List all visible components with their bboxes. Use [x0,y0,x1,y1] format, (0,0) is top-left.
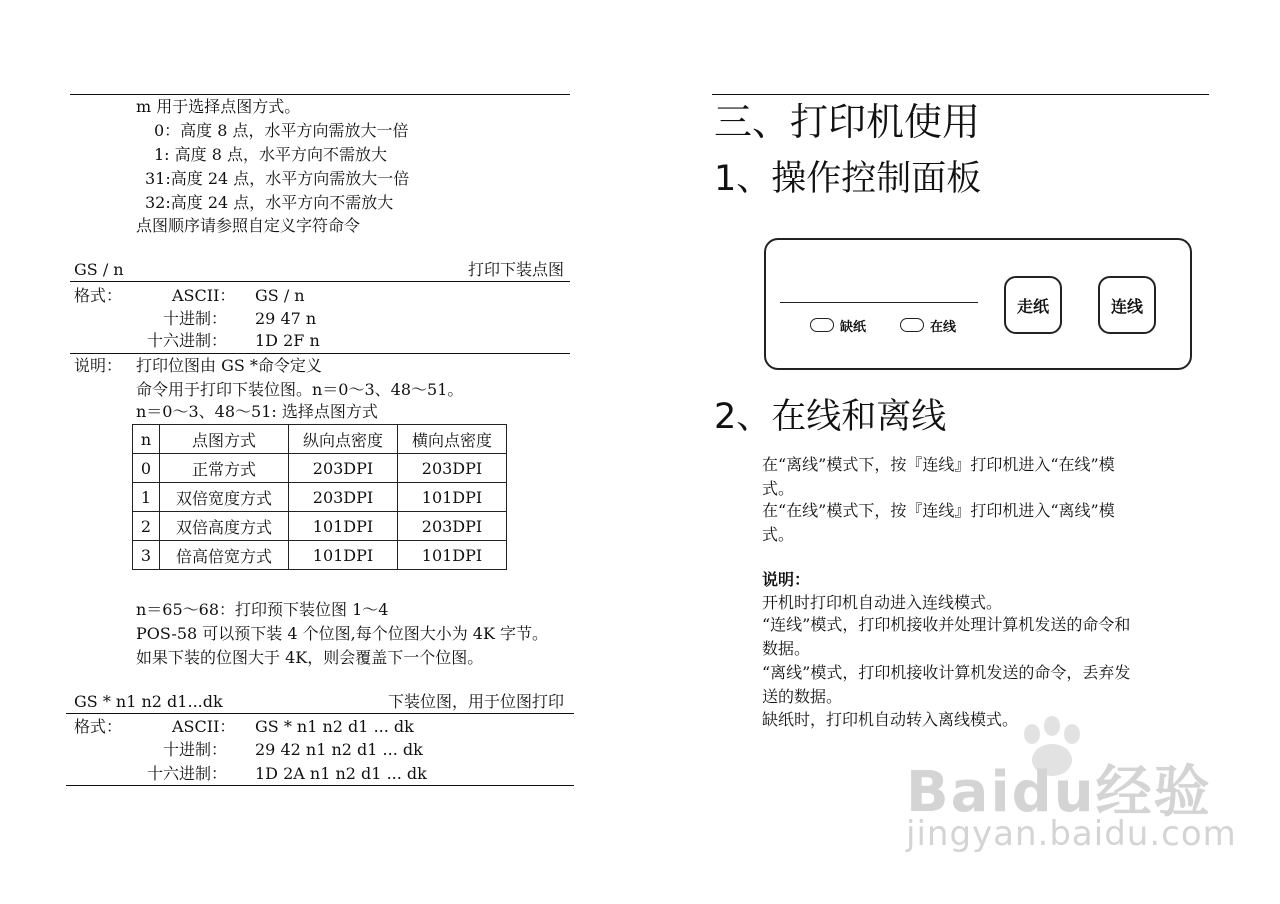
table-cell: 203DPI [398,454,507,483]
cmd1-desc-1: 打印位图由 GS *命令定义 [136,356,322,375]
cmd1-hex-label: 十六进制： [147,331,228,350]
after-table-line-1: n＝65～68：打印预下装位图 1～4 [136,600,389,619]
watermark-url: jingyan.baidu.com [906,814,1237,854]
table-cell: 101DPI [398,541,507,570]
top-rule-left [70,94,570,95]
note-label: 说明： [762,570,811,589]
table-cell: 3 [133,541,160,570]
top-rule-right [712,94,1209,95]
note-2-line-1: “连线”模式，打印机接收并处理计算机发送的命令和 [762,615,1131,634]
intro-line-4: 31:高度 24 点，水平方向需放大一倍 [145,169,410,188]
note-2-line-2: 数据。 [762,639,811,658]
section2-title: 2、在线和离线 [714,397,947,437]
table-row [133,541,507,570]
section1-title: 1、操作控制面板 [714,159,982,199]
cmd1-title: 打印下装点图 [467,260,564,279]
para1-line-2: 式。 [762,479,795,498]
cmd2-hex-value: 1D 2A n1 n2 d1 ... dk [255,764,427,783]
online-button: 连线 [1098,276,1156,334]
table-header-row [133,425,507,454]
table-row [133,483,507,512]
table-cell: 101DPI [398,483,507,512]
intro-line-5: 32:高度 24 点，水平方向不需放大 [145,193,394,212]
table-cell: 203DPI [289,483,398,512]
cmd2-format-label: 格式： [74,717,123,736]
table-cell: 203DPI [398,512,507,541]
cmd1-ascii-value: GS / n [255,286,305,305]
cmd1-hex-value: 1D 2F n [255,331,320,350]
note-4: 缺纸时，打印机自动转入离线模式。 [762,710,1019,729]
cmd1-rule-bottom [70,353,570,354]
control-panel-diagram [764,238,1192,370]
intro-line-6: 点图顺序请参照自定义字符命令 [136,216,361,235]
paper-out-led-label: 缺纸 [840,320,867,335]
cmd2-dec-label: 十进制： [163,740,228,759]
cmd2-hex-label: 十六进制： [147,764,228,783]
cmd1-desc-3: n＝0～3、48～51: 选择点图方式 [136,402,378,421]
bitmap-mode-table [132,424,507,570]
para2-line-1: 在“在线”模式下，按『连线』打印机进入“离线”模 [762,501,1115,520]
table-cell: 203DPI [289,454,398,483]
cmd1-format-label: 格式： [74,286,123,305]
watermark-logo: Baidu经验 [906,760,1212,825]
table-header-cell: 横向点密度 [398,425,507,454]
paper-out-led-icon [810,318,834,332]
cmd1-dec-label: 十进制： [163,309,228,328]
cmd2-rule-top [66,713,574,714]
note-3-line-1: “离线”模式，打印机接收计算机发送的命令，丢弃发 [762,663,1131,682]
intro-line-3: 1: 高度 8 点，水平方向不需放大 [154,145,388,164]
after-table-line-3: 如果下装的位图大于 4K，则会覆盖下一个位图。 [136,648,484,667]
after-table-line-2: POS-58 可以预下装 4 个位图,每个位图大小为 4K 字节。 [136,624,549,643]
panel-divider-line [780,302,978,303]
cmd1-name: GS / n [74,260,124,279]
table-header-cell: 纵向点密度 [289,425,398,454]
table-cell: 0 [133,454,160,483]
cmd1-ascii-label: ASCII： [172,286,236,305]
cmd2-dec-value: 29 42 n1 n2 d1 ... dk [255,740,423,759]
cmd2-ascii-label: ASCII： [172,717,236,736]
table-cell: 双倍宽度方式 [160,483,289,512]
cmd1-rule-top [70,281,570,282]
cmd1-desc-label: 说明： [74,356,123,375]
cmd2-rule-bottom [66,785,574,786]
online-led-label: 在线 [930,320,957,335]
feed-button: 走纸 [1004,276,1062,334]
table-row [133,454,507,483]
note-1: 开机时打印机自动进入连线模式。 [762,593,1003,612]
table-cell: 倍高倍宽方式 [160,541,289,570]
intro-line-2: 0：高度 8 点，水平方向需放大一倍 [154,121,409,140]
table-header-cell: n [133,425,160,454]
table-cell: 正常方式 [160,454,289,483]
para2-line-2: 式。 [762,525,795,544]
table-cell: 2 [133,512,160,541]
online-led-icon [900,318,924,332]
cmd1-desc-2: 命令用于打印下装位图。n＝0～3、48～51。 [136,380,464,399]
table-cell: 1 [133,483,160,512]
para1-line-1: 在“离线”模式下，按『连线』打印机进入“在线”模 [762,455,1115,474]
cmd2-ascii-value: GS * n1 n2 d1 ... dk [255,717,414,736]
chapter-title: 三、打印机使用 [714,100,981,144]
cmd2-name: GS * n1 n2 d1...dk [74,692,223,711]
table-cell: 双倍高度方式 [160,512,289,541]
table-header-cell: 点图方式 [160,425,289,454]
intro-line-1: m 用于选择点图方式。 [136,97,301,116]
table-cell: 101DPI [289,541,398,570]
table-row [133,512,507,541]
cmd1-dec-value: 29 47 n [255,309,317,328]
cmd2-title: 下装位图，用于位图打印 [387,692,564,711]
note-3-line-2: 送的数据。 [762,687,843,706]
table-cell: 101DPI [289,512,398,541]
